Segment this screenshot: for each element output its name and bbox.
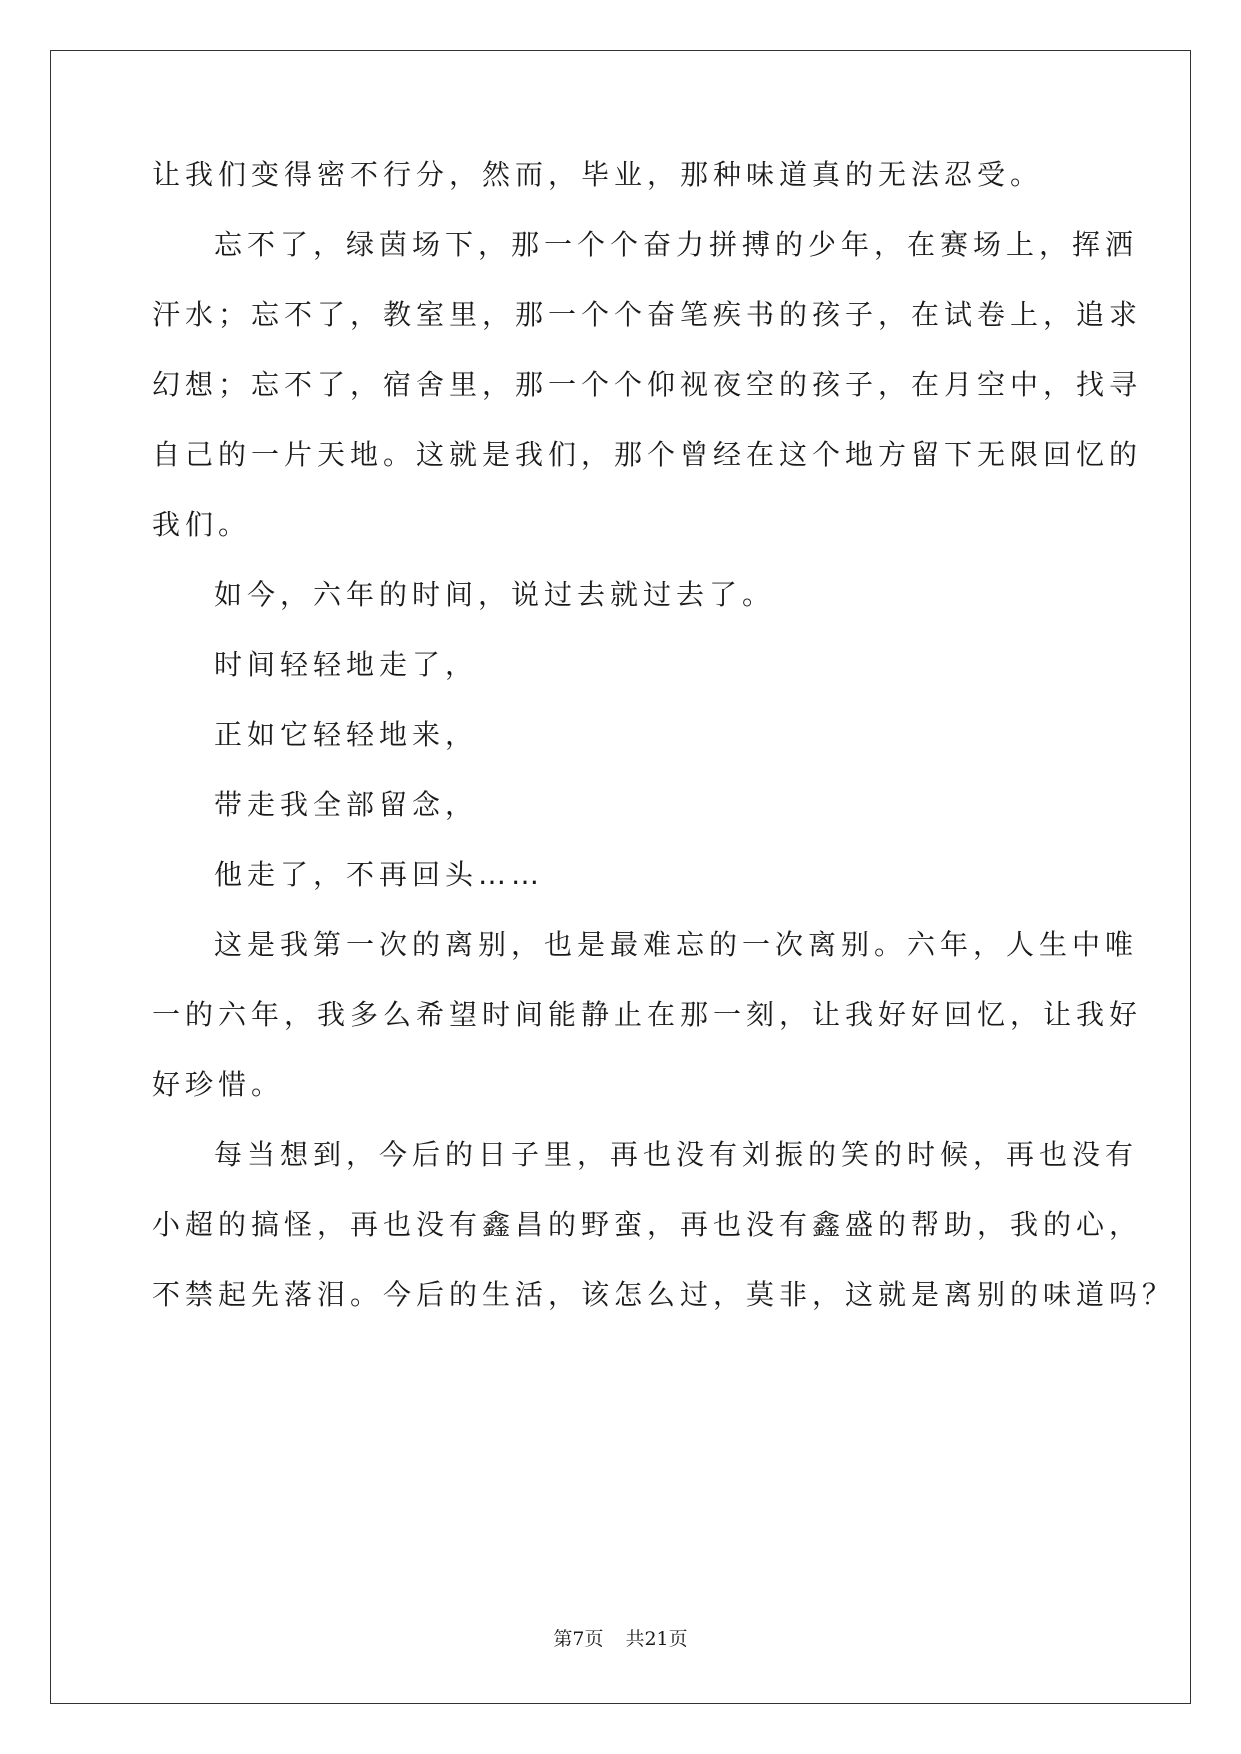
text-line: 忘不了，绿茵场下，那一个个奋力拼搏的少年，在赛场上，挥洒 (214, 228, 1139, 261)
text-line: 他走了，不再回头…… (214, 858, 545, 891)
total-pages-label: 共21页 (625, 1628, 688, 1650)
text-line: 一的六年，我多么希望时间能静止在那一刻，让我好好回忆，让我好 (152, 998, 1143, 1031)
text-line: 幻想；忘不了，宿舍里，那一个个仰视夜空的孩子，在月空中，找寻 (152, 368, 1143, 401)
text-line: 我们。 (152, 508, 252, 541)
text-line: 好珍惜。 (152, 1068, 285, 1101)
text-line: 小超的搞怪，再也没有鑫昌的野蛮，再也没有鑫盛的帮助，我的心， (152, 1208, 1143, 1241)
text-line: 时间轻轻地走了， (214, 648, 479, 681)
page-footer (0, 1627, 1241, 1651)
text-line: 汗水；忘不了，教室里，那一个个奋笔疾书的孩子，在试卷上，追求 (152, 298, 1143, 331)
text-line: 不禁起先落泪。今后的生活，该怎么过，莫非，这就是离别的味道吗？ (152, 1278, 1176, 1311)
text-line: 带走我全部留念， (214, 788, 479, 821)
text-line: 如今，六年的时间，说过去就过去了。 (214, 578, 776, 611)
text-line: 这是我第一次的离别，也是最难忘的一次离别。六年，人生中唯 (214, 928, 1139, 961)
text-line: 每当想到，今后的日子里，再也没有刘振的笑的时候，再也没有 (214, 1138, 1139, 1171)
current-page-label: 第7页 (553, 1628, 604, 1650)
text-line: 自己的一片天地。这就是我们，那个曾经在这个地方留下无限回忆的 (152, 438, 1143, 471)
text-line: 正如它轻轻地来， (214, 718, 479, 751)
text-line: 让我们变得密不行分，然而，毕业，那种味道真的无法忍受。 (152, 158, 1044, 191)
